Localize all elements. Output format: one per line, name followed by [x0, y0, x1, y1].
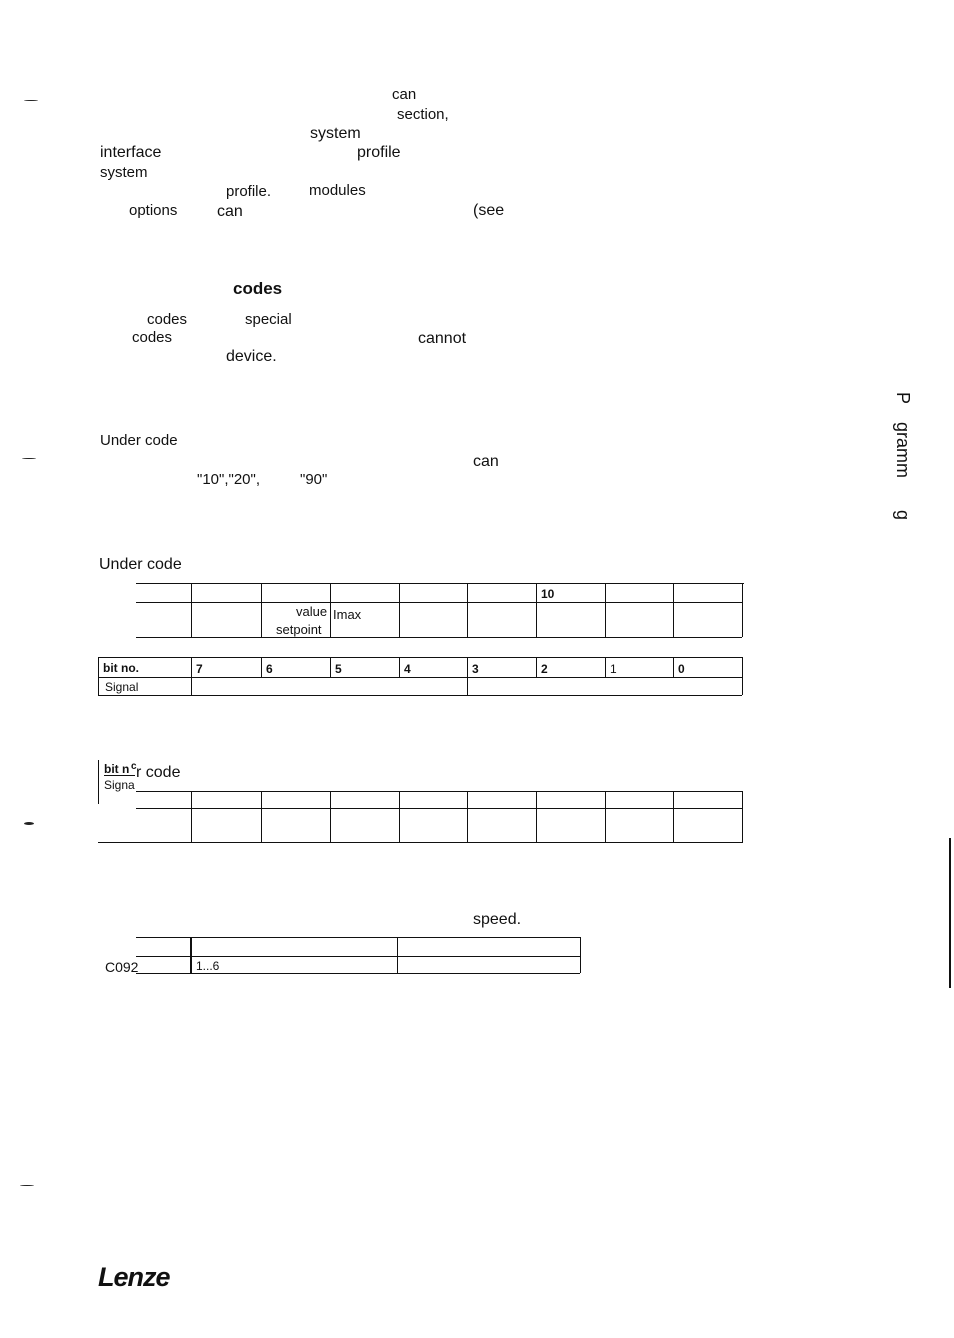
- table-3-bit-no-fragment: bit n: [104, 762, 130, 776]
- word-can: can: [392, 86, 417, 103]
- word-values: "10","20",: [197, 471, 261, 488]
- table-3-bit-no-fragment-2: c: [131, 761, 137, 772]
- table-2-bit-0: 0: [678, 662, 685, 676]
- margin-mark-1: [24, 100, 38, 101]
- margin-mark-2: [22, 458, 36, 459]
- word-special: special: [245, 311, 292, 328]
- lenze-logo: Lenze: [98, 1262, 170, 1292]
- table-2-bit-1: 1: [610, 662, 617, 676]
- table-1-value: value: [296, 604, 328, 619]
- word-modules: modules: [309, 182, 366, 199]
- table-3-signal-fragment: Signa: [104, 778, 135, 792]
- word-device: device.: [226, 348, 277, 365]
- table-2-bit-7: 7: [196, 662, 203, 676]
- word-codes-2: codes: [132, 329, 173, 346]
- table-2-bit-no-label: bit no.: [103, 661, 139, 675]
- table-2-bit-5: 5: [335, 662, 342, 676]
- word-see: (see: [473, 202, 505, 219]
- margin-mark-3: [24, 822, 34, 825]
- word-options: options: [129, 202, 178, 219]
- table-2-bit-6: 6: [266, 662, 273, 676]
- word-90: "90": [300, 471, 328, 488]
- side-tab-gramm: gramm: [893, 422, 913, 479]
- side-tab-g: g: [893, 510, 913, 521]
- table-2-signal-label: Signal: [105, 680, 139, 694]
- word-codes: codes: [147, 311, 188, 328]
- table-1-caption: Under code: [99, 556, 182, 573]
- word-can-3: can: [473, 453, 499, 470]
- under-code-label: Under code: [100, 432, 178, 449]
- right-edge-bar: [949, 838, 951, 988]
- side-tab-p: P: [893, 392, 913, 405]
- word-profile-2: profile.: [226, 183, 272, 200]
- table-1-header-10: 10: [541, 587, 555, 601]
- word-interface: interface: [100, 144, 162, 161]
- word-can-2: can: [217, 203, 243, 220]
- table-1-imax: Imax: [333, 607, 362, 622]
- table-3-caption: r code: [136, 764, 181, 781]
- word-cannot: cannot: [418, 330, 467, 347]
- word-speed: speed.: [473, 911, 522, 928]
- table-4-range: 1...6: [196, 959, 220, 973]
- table-2-bit-3: 3: [472, 662, 479, 676]
- table-1-setpoint: setpoint: [276, 622, 322, 637]
- table-4-code: C092: [105, 959, 139, 975]
- word-profile: profile: [357, 144, 401, 161]
- margin-mark-4: [20, 1185, 34, 1186]
- word-section: section,: [397, 106, 449, 123]
- section-heading: codes: [233, 279, 283, 298]
- word-system: system: [310, 125, 361, 142]
- table-2-bit-4: 4: [404, 662, 411, 676]
- word-system-2: system: [100, 164, 148, 181]
- table-2-bit-2: 2: [541, 662, 548, 676]
